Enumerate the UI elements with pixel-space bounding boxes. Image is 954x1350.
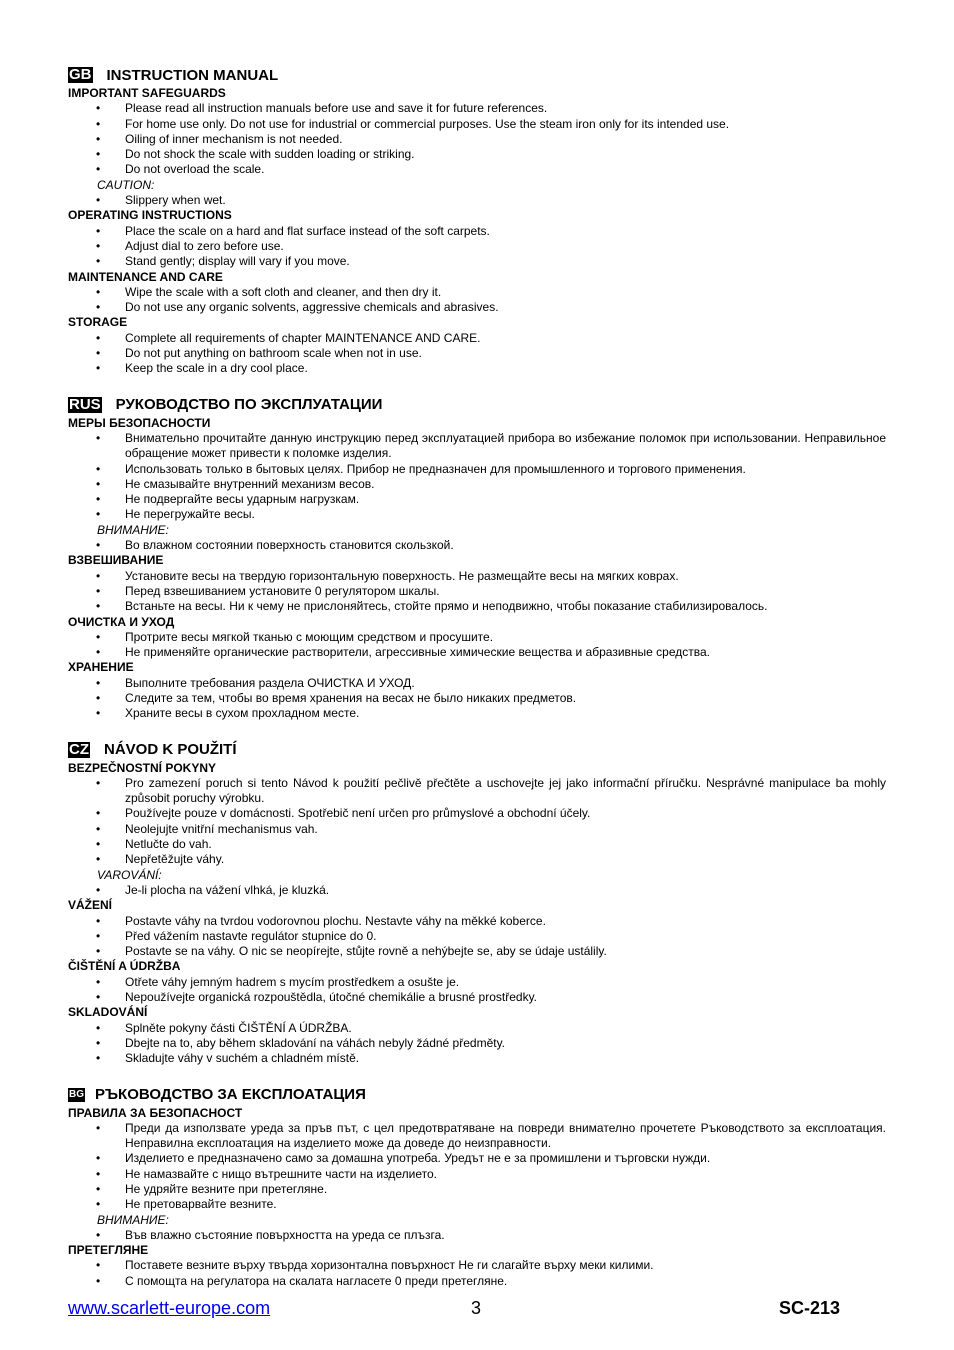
- section-title: РУКОВОДСТВО ПО ЭКСПЛУАТАЦИИ: [115, 396, 383, 414]
- list-item: • С помощта на регулатора на скалата нагласете 0 преди претегляне.: [68, 1274, 886, 1289]
- language-badge-rus: RUS: [69, 395, 101, 413]
- storage-list: [68, 676, 886, 722]
- page-footer: [68, 1298, 840, 1324]
- list-item: • Postavte váhy na tvrdou vodorovnou plochu. Nestavte váhy na měkké koberce.: [68, 914, 886, 929]
- list-item: • Je-li plocha na vážení vlhká, je kluzká.: [68, 883, 886, 898]
- list-item: • Изделието е предназначено само за домашна употреба. Уредът не е за промишлени и търговски нужди.: [68, 1151, 886, 1166]
- subsection-heading: SKLADOVÁNÍ: [68, 1005, 148, 1020]
- list-item: • Не удряйте везните при претегляне.: [68, 1182, 886, 1197]
- list-item: • Pro zamezení poruch si tento Návod k použití pečlivě přečtěte a uschovejte jej jako informační příručku. Nesprávné manipulace ba mohly způsobit poruchy výrobku.: [68, 776, 886, 807]
- list-item: • Complete all requirements of chapter MAINTENANCE AND CARE.: [68, 331, 886, 346]
- list-item: • Не намазвайте с нищо вътрешните части на изделието.: [68, 1167, 886, 1182]
- list-item: • Във влажно състояние повърхността на уреда се плъзга.: [68, 1228, 886, 1243]
- section-header: [68, 739, 886, 761]
- list-item: • Stand gently; display will vary if you move.: [68, 254, 886, 269]
- list-item: • Používejte pouze v domácnosti. Spotřebič není určen pro průmyslové a obchodní účely.: [68, 806, 886, 821]
- list-item: • Не смазывайте внутренний механизм весов.: [68, 477, 886, 492]
- caution-label: CAUTION:: [97, 177, 155, 192]
- maintenance-list: [68, 630, 886, 661]
- list-item: • Встаньте на весы. Ни к чему не прислоняйтесь, стойте прямо и неподвижно, чтобы показание стабилизировалось.: [68, 599, 886, 614]
- list-item: • Протрите весы мягкой тканью с моющим средством и просушите.: [68, 630, 886, 645]
- list-item: • Внимательно прочитайте данную инструкцию перед эксплуатацией прибора во избежание поломок при использовании. Неправильное обращение может привести к поломке изделия.: [68, 431, 886, 462]
- list-item: • Splněte pokyny části ČIŠTĚNÍ A ÚDRŽBA.: [68, 1021, 886, 1036]
- list-item: • Postavte se na váhy. O nic se neopírejte, stůjte rovně a nehýbejte se, aby se údaje ustálily.: [68, 944, 886, 959]
- maintenance-list: [68, 975, 886, 1006]
- caution-label: ВНИМАНИЕ:: [97, 522, 169, 537]
- section-title: РЪКОВОДСТВО ЗА ЕКСПЛОАТАЦИЯ: [95, 1086, 366, 1104]
- section-cz: [68, 739, 886, 1067]
- list-item: • Oiling of inner mechanism is not needed.: [68, 132, 886, 147]
- caution-label: VAROVÁNÍ:: [97, 867, 162, 882]
- caution-list: [68, 193, 886, 208]
- subsection-heading: MAINTENANCE AND CARE: [68, 269, 223, 284]
- list-item: • Skladujte váhy v suchém a chladném místě.: [68, 1051, 886, 1066]
- list-item: • Place the scale on a hard and flat surface instead of the soft carpets.: [68, 224, 886, 239]
- section-bg: [68, 1084, 886, 1290]
- list-item: • Do not overload the scale.: [68, 162, 886, 177]
- list-item: • Использовать только в бытовых целях. Прибор не предназначен для промышленного и торгового применения.: [68, 462, 886, 477]
- list-item: • Otřete váhy jemným hadrem s mycím prostředkem a osušte je.: [68, 975, 886, 990]
- operating-list: [68, 1258, 886, 1289]
- section-header: [68, 394, 886, 416]
- operating-list: [68, 569, 886, 615]
- website-link[interactable]: www.scarlett-europe.com: [68, 1298, 271, 1318]
- storage-list: [68, 331, 886, 377]
- language-badge-cz: CZ: [69, 740, 89, 758]
- list-item: • Neolejujte vnitřní mechanismus vah.: [68, 822, 886, 837]
- safeguards-list: [68, 431, 886, 523]
- operating-list: [68, 224, 886, 270]
- list-item: • Do not use any organic solvents, aggressive chemicals and abrasives.: [68, 300, 886, 315]
- list-item: • Please read all instruction manuals before use and save it for future references.: [68, 101, 886, 116]
- subsection-heading: ČIŠTĚNÍ A ÚDRŽBA: [68, 959, 181, 974]
- list-item: • Преди да използвате уреда за пръв път, с цел предотвратяване на повреди внимателно прочетете Ръководството за експлоатация. Неправилна експлоатация на изделието може да доведе до неизправности.: [68, 1121, 886, 1152]
- list-item: • Slippery when wet.: [68, 193, 886, 208]
- caution-list: [68, 1228, 886, 1243]
- list-item: • Не претоварвайте везните.: [68, 1197, 886, 1212]
- operating-list: [68, 914, 886, 960]
- section-rus: [68, 394, 886, 722]
- list-item: • For home use only. Do not use for industrial or commercial purposes. Use the steam iron only for its intended use.: [68, 117, 886, 132]
- maintenance-list: [68, 285, 886, 316]
- subsection-heading: ВЗВЕШИВАНИЕ: [68, 553, 164, 568]
- list-item: • Храните весы в сухом прохладном месте.: [68, 706, 886, 721]
- subsection-heading: OPERATING INSTRUCTIONS: [68, 208, 232, 223]
- safeguards-list: [68, 101, 886, 177]
- caution-label: ВНИМАНИЕ:: [97, 1212, 169, 1227]
- list-item: • Netlučte do vah.: [68, 837, 886, 852]
- list-item: • Не применяйте органические растворители, агрессивные химические вещества и абразивные средства.: [68, 645, 886, 660]
- page-number: 3: [471, 1298, 482, 1318]
- caution-list: [68, 538, 886, 553]
- list-item: • Установите весы на твердую горизонтальную поверхность. Не размещайте весы на мягких коврах.: [68, 569, 886, 584]
- list-item: • Wipe the scale with a soft cloth and cleaner, and then dry it.: [68, 285, 886, 300]
- subsection-heading: ПРЕТЕГЛЯНЕ: [68, 1243, 149, 1258]
- subsection-heading: STORAGE: [68, 315, 128, 330]
- model-number: SC-213: [778, 1298, 840, 1318]
- subsection-heading: ОЧИСТКА И УХОД: [68, 614, 175, 629]
- section-gb: [68, 64, 886, 377]
- list-item: • Před vážením nastavte regulátor stupnice do 0.: [68, 929, 886, 944]
- list-item: • Do not put anything on bathroom scale when not in use.: [68, 346, 886, 361]
- list-item: • Nepřetěžujte váhy.: [68, 852, 886, 867]
- safeguards-list: [68, 776, 886, 868]
- list-item: • Выполните требования раздела ОЧИСТКА И УХОД.: [68, 676, 886, 691]
- list-item: • Не перегружайте весы.: [68, 507, 886, 522]
- section-title: NÁVOD K POUŽITÍ: [104, 741, 237, 759]
- subsection-heading: VÁŽENÍ: [68, 898, 113, 913]
- safeguards-list: [68, 1121, 886, 1213]
- section-title: INSTRUCTION MANUAL: [106, 66, 279, 84]
- subsection-heading: IMPORTANT SAFEGUARDS: [68, 86, 226, 100]
- list-item: • Keep the scale in a dry cool place.: [68, 361, 886, 376]
- list-item: • Dbejte na to, aby během skladování na váhách nebyly žádné předměty.: [68, 1036, 886, 1051]
- manual-page: [68, 64, 886, 1306]
- list-item: • Do not shock the scale with sudden loading or striking.: [68, 147, 886, 162]
- list-item: • Nepoužívejte organická rozpouštědla, útočné chemikálie a brusné prostředky.: [68, 990, 886, 1005]
- language-badge-bg: BG: [69, 1088, 84, 1100]
- section-header: [68, 1084, 886, 1106]
- list-item: • Не подвергайте весы ударным нагрузкам.: [68, 492, 886, 507]
- language-badge-gb: GB: [69, 66, 92, 83]
- subsection-heading: BEZPEČNOSTNÍ POKYNY: [68, 760, 217, 775]
- list-item: • Поставете везните върху твърда хоризонтална повърхност Не ги слагайте върху меки килими.: [68, 1258, 886, 1273]
- list-item: • Перед взвешиванием установите 0 регулятором шкалы.: [68, 584, 886, 599]
- subsection-heading: ХРАНЕНИЕ: [68, 660, 134, 675]
- section-header: [68, 64, 886, 86]
- list-item: • Во влажном состоянии поверхность становится скользкой.: [68, 538, 886, 553]
- subsection-heading: МЕРЫ БЕЗОПАСНОСТИ: [68, 415, 211, 430]
- list-item: • Adjust dial to zero before use.: [68, 239, 886, 254]
- subsection-heading: ПРАВИЛА ЗА БЕЗОПАСНОСТ: [68, 1105, 243, 1120]
- list-item: • Следите за тем, чтобы во время хранения на весах не было никаких предметов.: [68, 691, 886, 706]
- caution-list: [68, 883, 886, 898]
- storage-list: [68, 1021, 886, 1067]
